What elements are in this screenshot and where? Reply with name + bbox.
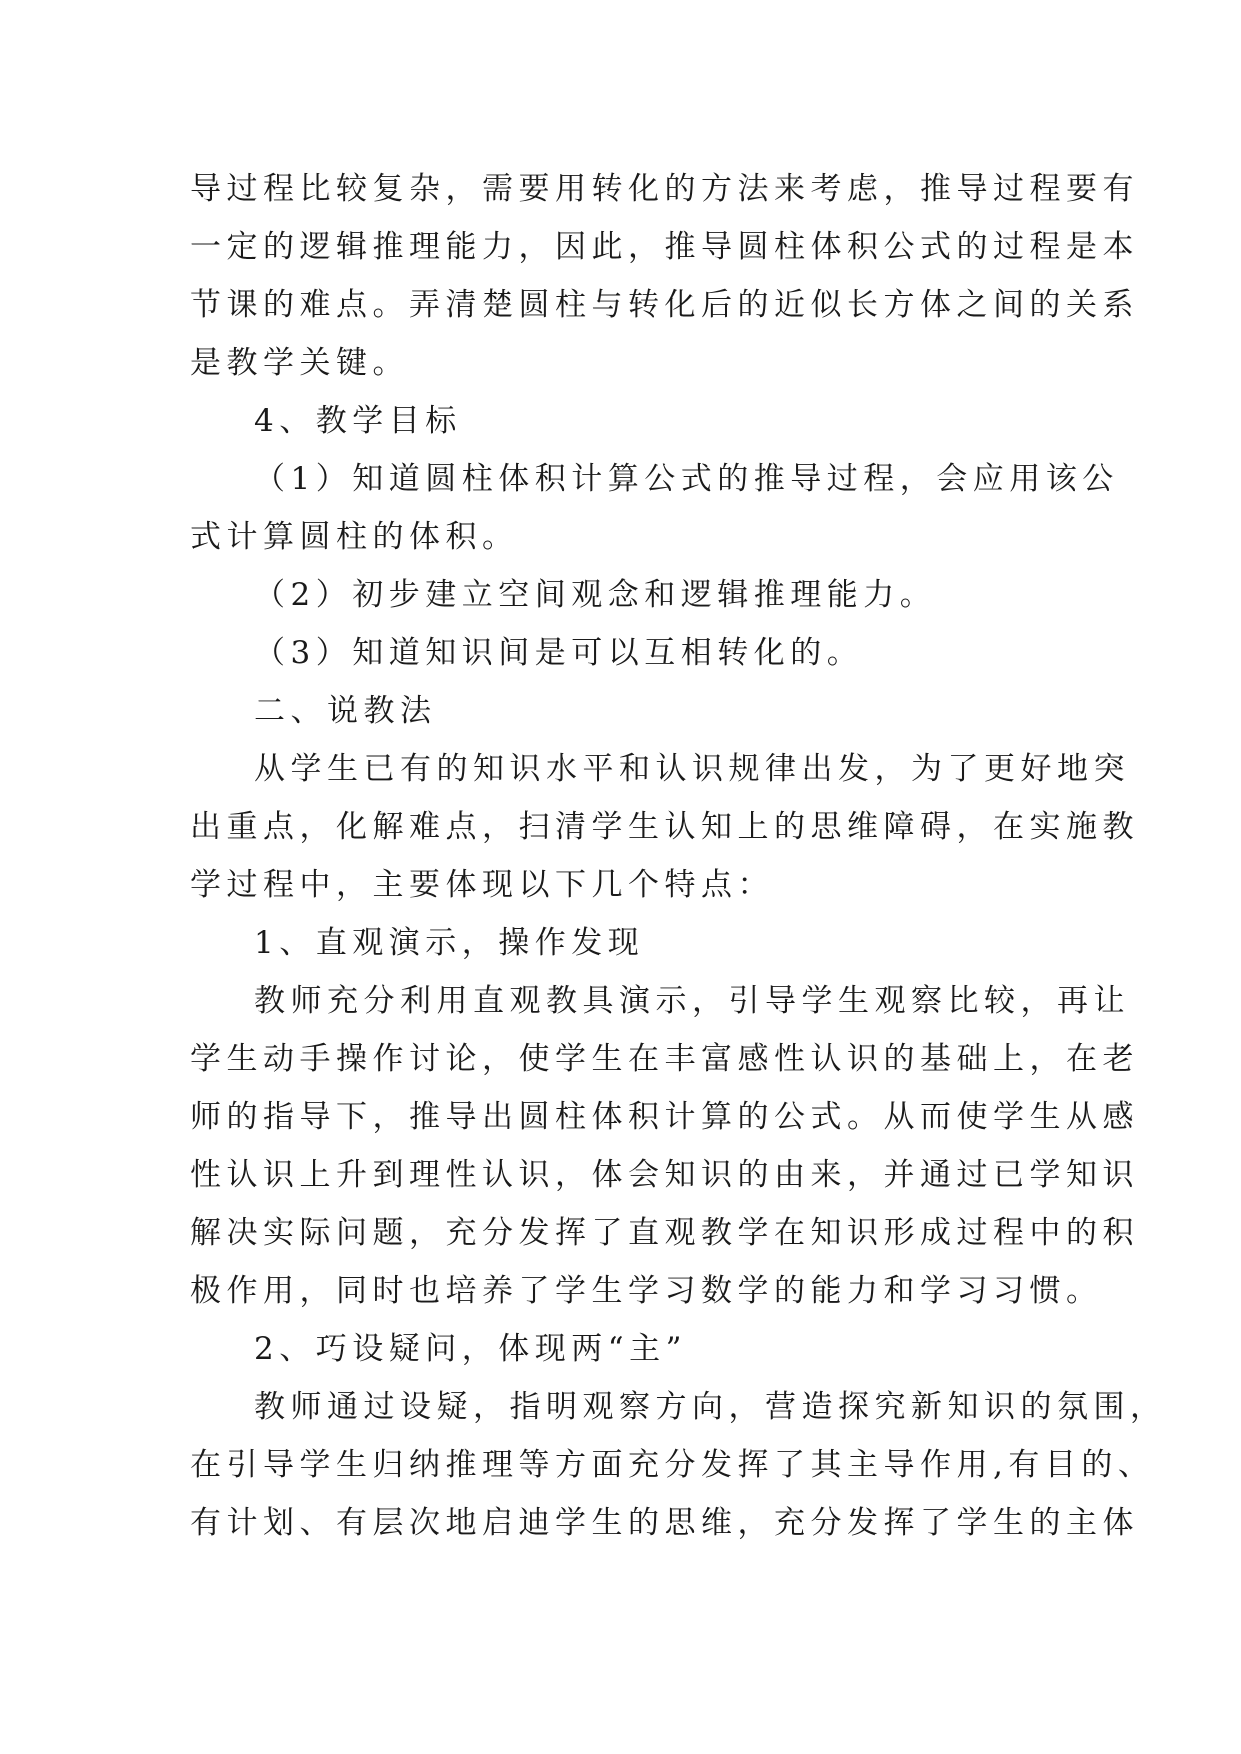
body-text [190,160,1167,1552]
text-line: 导过程比较复杂，需要用转化的方法来考虑，推导过程要有 [190,171,1139,207]
text-line: 出重点，化解难点，扫清学生认知上的思维障碍，在实施教 [190,809,1139,845]
list-item: （2）初步建立空间观念和逻辑推理能力。 [254,577,937,613]
text-line: 式计算圆柱的体积。 [190,519,519,555]
text-line: 师的指导下，推导出圆柱体积计算的公式。从而使学生从感 [190,1099,1139,1135]
text-line: 学过程中，主要体现以下几个特点： [190,867,774,903]
list-item: （3）知道知识间是可以互相转化的。 [254,635,864,671]
text-line: 是教学关键。 [190,345,409,381]
text-line: 有计划、有层次地启迪学生的思维，充分发挥了学生的主体 [190,1505,1139,1541]
subsection-heading: 1、直观演示，操作发现 [254,925,645,961]
text-line: 性认识上升到理性认识，体会知识的由来，并通过已学知识 [190,1157,1139,1193]
text-line: 学生动手操作讨论，使学生在丰富感性认识的基础上，在老 [190,1041,1139,1077]
paragraph-start: 从学生已有的知识水平和认识规律出发，为了更好地突 [254,751,1130,787]
text-line: 在引导学生归纳推理等方面充分发挥了其主导作用,有目的、 [190,1447,1155,1483]
section-heading: 二、说教法 [254,693,437,729]
text-line: 节课的难点。弄清楚圆柱与转化后的近似长方体之间的关系 [190,287,1139,323]
text-line: 解决实际问题，充分发挥了直观教学在知识形成过程中的积 [190,1215,1139,1251]
text-line: 极作用，同时也培养了学生学习数学的能力和学习习惯。 [190,1273,1103,1309]
subsection-heading: 2、巧设疑问，体现两“主” [254,1331,687,1367]
list-item: （1）知道圆柱体积计算公式的推导过程，会应用该公 [254,461,1119,497]
paragraph-start: 教师通过设疑，指明观察方向，营造探究新知识的氛围， [254,1389,1167,1425]
text-line: 一定的逻辑推理能力，因此，推导圆柱体积公式的过程是本 [190,229,1139,265]
paragraph-start: 教师充分利用直观教具演示，引导学生观察比较，再让 [254,983,1130,1019]
section-heading: 4、教学目标 [254,403,462,439]
